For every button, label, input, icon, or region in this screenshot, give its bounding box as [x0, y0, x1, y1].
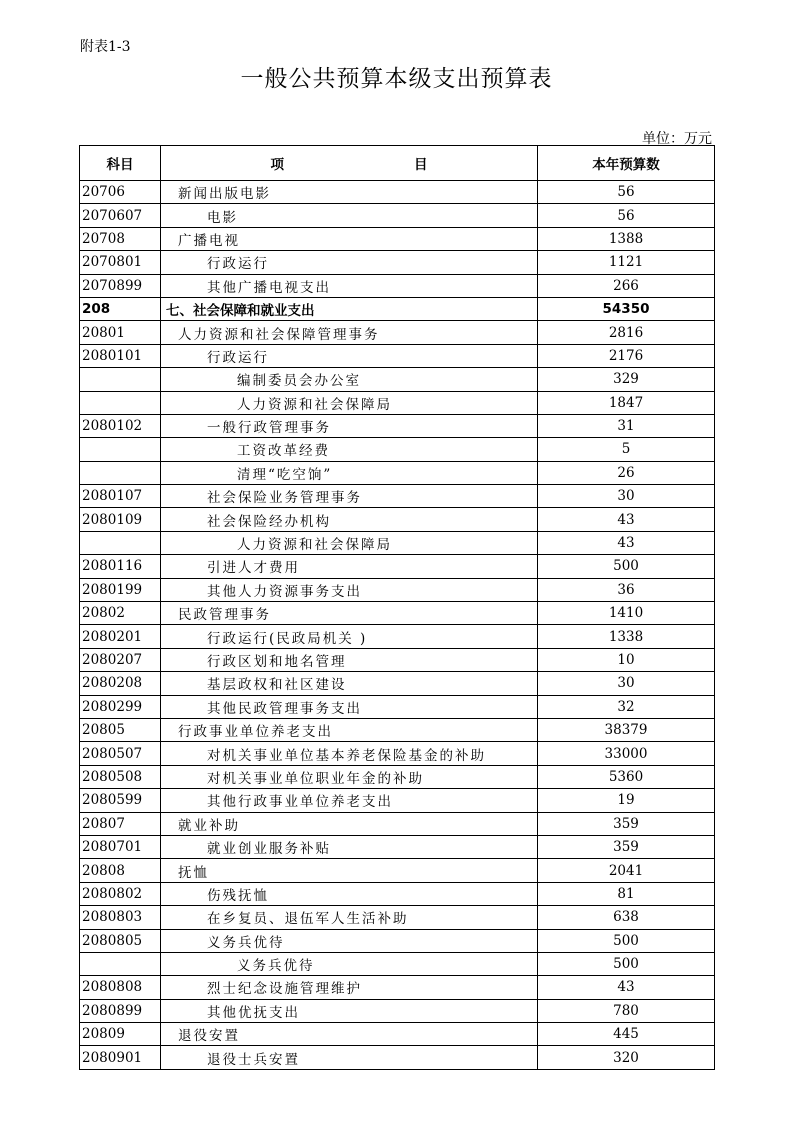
cell-item-name: 基层政权和社区建设	[161, 672, 538, 695]
table-row	[80, 1023, 715, 1046]
table-row	[80, 952, 715, 975]
table-row	[80, 672, 715, 695]
cell-code: 208	[80, 297, 161, 320]
cell-amount: 1338	[538, 625, 715, 648]
table-row	[80, 976, 715, 999]
table-row	[80, 461, 715, 484]
cell-item-name: 对机关事业单位基本养老保险基金的补助	[161, 742, 538, 765]
cell-item-name: 其他优抚支出	[161, 999, 538, 1022]
cell-item-name: 工资改革经费	[161, 438, 538, 461]
cell-item-name: 电影	[161, 204, 538, 227]
cell-amount: 43	[538, 976, 715, 999]
unit-label: 单位：万元	[642, 131, 712, 147]
table-row	[80, 789, 715, 812]
table-header-row	[80, 146, 715, 181]
cell-code: 2080901	[80, 1046, 161, 1069]
cell-code	[80, 391, 161, 414]
cell-item-name: 行政区划和地名管理	[161, 648, 538, 671]
cell-code: 20706	[80, 181, 161, 204]
cell-item-name: 社会保险经办机构	[161, 508, 538, 531]
cell-code	[80, 952, 161, 975]
table-row	[80, 929, 715, 952]
table-row	[80, 859, 715, 882]
cell-amount: 1847	[538, 391, 715, 414]
table-row	[80, 625, 715, 648]
cell-code: 2080808	[80, 976, 161, 999]
table-row	[80, 648, 715, 671]
cell-amount: 36	[538, 578, 715, 601]
cell-code: 2080507	[80, 742, 161, 765]
cell-item-name: 在乡复员、退伍军人生活补助	[161, 906, 538, 929]
cell-code	[80, 368, 161, 391]
cell-item-name: 行政事业单位养老支出	[161, 718, 538, 741]
cell-code: 2080101	[80, 344, 161, 367]
cell-code: 2070801	[80, 251, 161, 274]
cell-code: 2070899	[80, 274, 161, 297]
table-row	[80, 368, 715, 391]
cell-amount: 329	[538, 368, 715, 391]
cell-code: 2080208	[80, 672, 161, 695]
table-row	[80, 508, 715, 531]
cell-code: 20801	[80, 321, 161, 344]
cell-amount: 30	[538, 485, 715, 508]
table-row	[80, 578, 715, 601]
cell-amount: 30	[538, 672, 715, 695]
cell-amount: 43	[538, 508, 715, 531]
cell-amount: 38379	[538, 718, 715, 741]
cell-amount: 320	[538, 1046, 715, 1069]
cell-code: 2080109	[80, 508, 161, 531]
cell-code: 2080508	[80, 765, 161, 788]
cell-amount: 359	[538, 812, 715, 835]
cell-amount: 1388	[538, 227, 715, 250]
cell-item-name: 退役安置	[161, 1023, 538, 1046]
cell-code: 20807	[80, 812, 161, 835]
cell-code: 2080201	[80, 625, 161, 648]
cell-amount: 54350	[538, 297, 715, 320]
cell-item-name: 广播电视	[161, 227, 538, 250]
cell-amount: 33000	[538, 742, 715, 765]
cell-amount: 56	[538, 204, 715, 227]
cell-item-name: 其他人力资源事务支出	[161, 578, 538, 601]
cell-amount: 2041	[538, 859, 715, 882]
cell-code: 2080107	[80, 485, 161, 508]
cell-item-name: 人力资源和社会保障局	[161, 391, 538, 414]
cell-amount: 2816	[538, 321, 715, 344]
cell-item-name: 一般行政管理事务	[161, 414, 538, 437]
cell-item-name: 行政运行	[161, 251, 538, 274]
cell-code: 2080102	[80, 414, 161, 437]
table-row	[80, 414, 715, 437]
cell-item-name: 人力资源和社会保障局	[161, 531, 538, 554]
cell-amount: 359	[538, 835, 715, 858]
cell-item-name: 伤残抚恤	[161, 882, 538, 905]
cell-code: 2080199	[80, 578, 161, 601]
cell-code: 20809	[80, 1023, 161, 1046]
table-body	[80, 181, 715, 1070]
header-item	[161, 146, 538, 181]
cell-code: 2080899	[80, 999, 161, 1022]
table-row	[80, 531, 715, 554]
cell-item-name: 抚恤	[161, 859, 538, 882]
cell-amount: 445	[538, 1023, 715, 1046]
cell-item-name: 就业创业服务补贴	[161, 835, 538, 858]
cell-amount: 26	[538, 461, 715, 484]
cell-amount: 500	[538, 555, 715, 578]
cell-amount: 5	[538, 438, 715, 461]
table-row	[80, 999, 715, 1022]
cell-item-name: 义务兵优待	[161, 952, 538, 975]
cell-code: 2080701	[80, 835, 161, 858]
cell-amount: 32	[538, 695, 715, 718]
cell-code: 2080207	[80, 648, 161, 671]
cell-item-name: 行政运行	[161, 344, 538, 367]
cell-amount: 31	[538, 414, 715, 437]
table-row	[80, 835, 715, 858]
header-code: 科目	[80, 146, 161, 181]
cell-amount: 19	[538, 789, 715, 812]
table-row	[80, 812, 715, 835]
cell-item-name: 民政管理事务	[161, 602, 538, 625]
table-row	[80, 297, 715, 320]
cell-item-name: 人力资源和社会保障管理事务	[161, 321, 538, 344]
table-row	[80, 181, 715, 204]
cell-code: 2080803	[80, 906, 161, 929]
cell-item-name: 其他民政管理事务支出	[161, 695, 538, 718]
table-row	[80, 391, 715, 414]
cell-amount: 5360	[538, 765, 715, 788]
table-row	[80, 438, 715, 461]
header-amount: 本年预算数	[538, 146, 715, 181]
cell-amount: 43	[538, 531, 715, 554]
table-row	[80, 274, 715, 297]
table-row	[80, 344, 715, 367]
table-row	[80, 227, 715, 250]
cell-code: 20708	[80, 227, 161, 250]
cell-amount: 266	[538, 274, 715, 297]
cell-amount: 1410	[538, 602, 715, 625]
table-row	[80, 485, 715, 508]
table-row	[80, 204, 715, 227]
cell-item-name: 就业补助	[161, 812, 538, 835]
cell-code: 20802	[80, 602, 161, 625]
table-row	[80, 1046, 715, 1069]
cell-amount: 2176	[538, 344, 715, 367]
table-row	[80, 321, 715, 344]
cell-code	[80, 461, 161, 484]
cell-code: 20805	[80, 718, 161, 741]
cell-amount: 1121	[538, 251, 715, 274]
cell-item-name: 退役士兵安置	[161, 1046, 538, 1069]
table-row	[80, 251, 715, 274]
cell-amount: 81	[538, 882, 715, 905]
table-row	[80, 555, 715, 578]
cell-code	[80, 531, 161, 554]
table-row	[80, 718, 715, 741]
cell-code: 20808	[80, 859, 161, 882]
cell-code: 2080299	[80, 695, 161, 718]
cell-amount: 780	[538, 999, 715, 1022]
cell-item-name: 社会保险业务管理事务	[161, 485, 538, 508]
cell-amount: 56	[538, 181, 715, 204]
appendix-label: 附表1-3	[80, 39, 131, 55]
cell-code: 2080116	[80, 555, 161, 578]
page-title: 一般公共预算本级支出预算表	[240, 66, 553, 92]
header-item-b: 目	[414, 157, 428, 173]
table-row	[80, 906, 715, 929]
table-row	[80, 695, 715, 718]
header-item-a: 项	[270, 157, 284, 173]
cell-item-name: 引进人才费用	[161, 555, 538, 578]
table-row	[80, 742, 715, 765]
cell-item-name: 烈士纪念设施管理维护	[161, 976, 538, 999]
cell-code	[80, 438, 161, 461]
table-row	[80, 765, 715, 788]
cell-amount: 500	[538, 952, 715, 975]
cell-item-name: 行政运行(民政局机关 )	[161, 625, 538, 648]
budget-table	[79, 145, 715, 1070]
cell-amount: 500	[538, 929, 715, 952]
cell-code: 2070607	[80, 204, 161, 227]
cell-item-name: 七、社会保障和就业支出	[161, 297, 538, 320]
cell-item-name: 对机关事业单位职业年金的补助	[161, 765, 538, 788]
cell-item-name: 义务兵优待	[161, 929, 538, 952]
table-row	[80, 882, 715, 905]
table-row	[80, 602, 715, 625]
cell-amount: 10	[538, 648, 715, 671]
cell-item-name: 编制委员会办公室	[161, 368, 538, 391]
cell-item-name: 清理“吃空饷”	[161, 461, 538, 484]
cell-code: 2080802	[80, 882, 161, 905]
cell-item-name: 其他广播电视支出	[161, 274, 538, 297]
cell-item-name: 新闻出版电影	[161, 181, 538, 204]
cell-code: 2080805	[80, 929, 161, 952]
cell-amount: 638	[538, 906, 715, 929]
cell-code: 2080599	[80, 789, 161, 812]
cell-item-name: 其他行政事业单位养老支出	[161, 789, 538, 812]
